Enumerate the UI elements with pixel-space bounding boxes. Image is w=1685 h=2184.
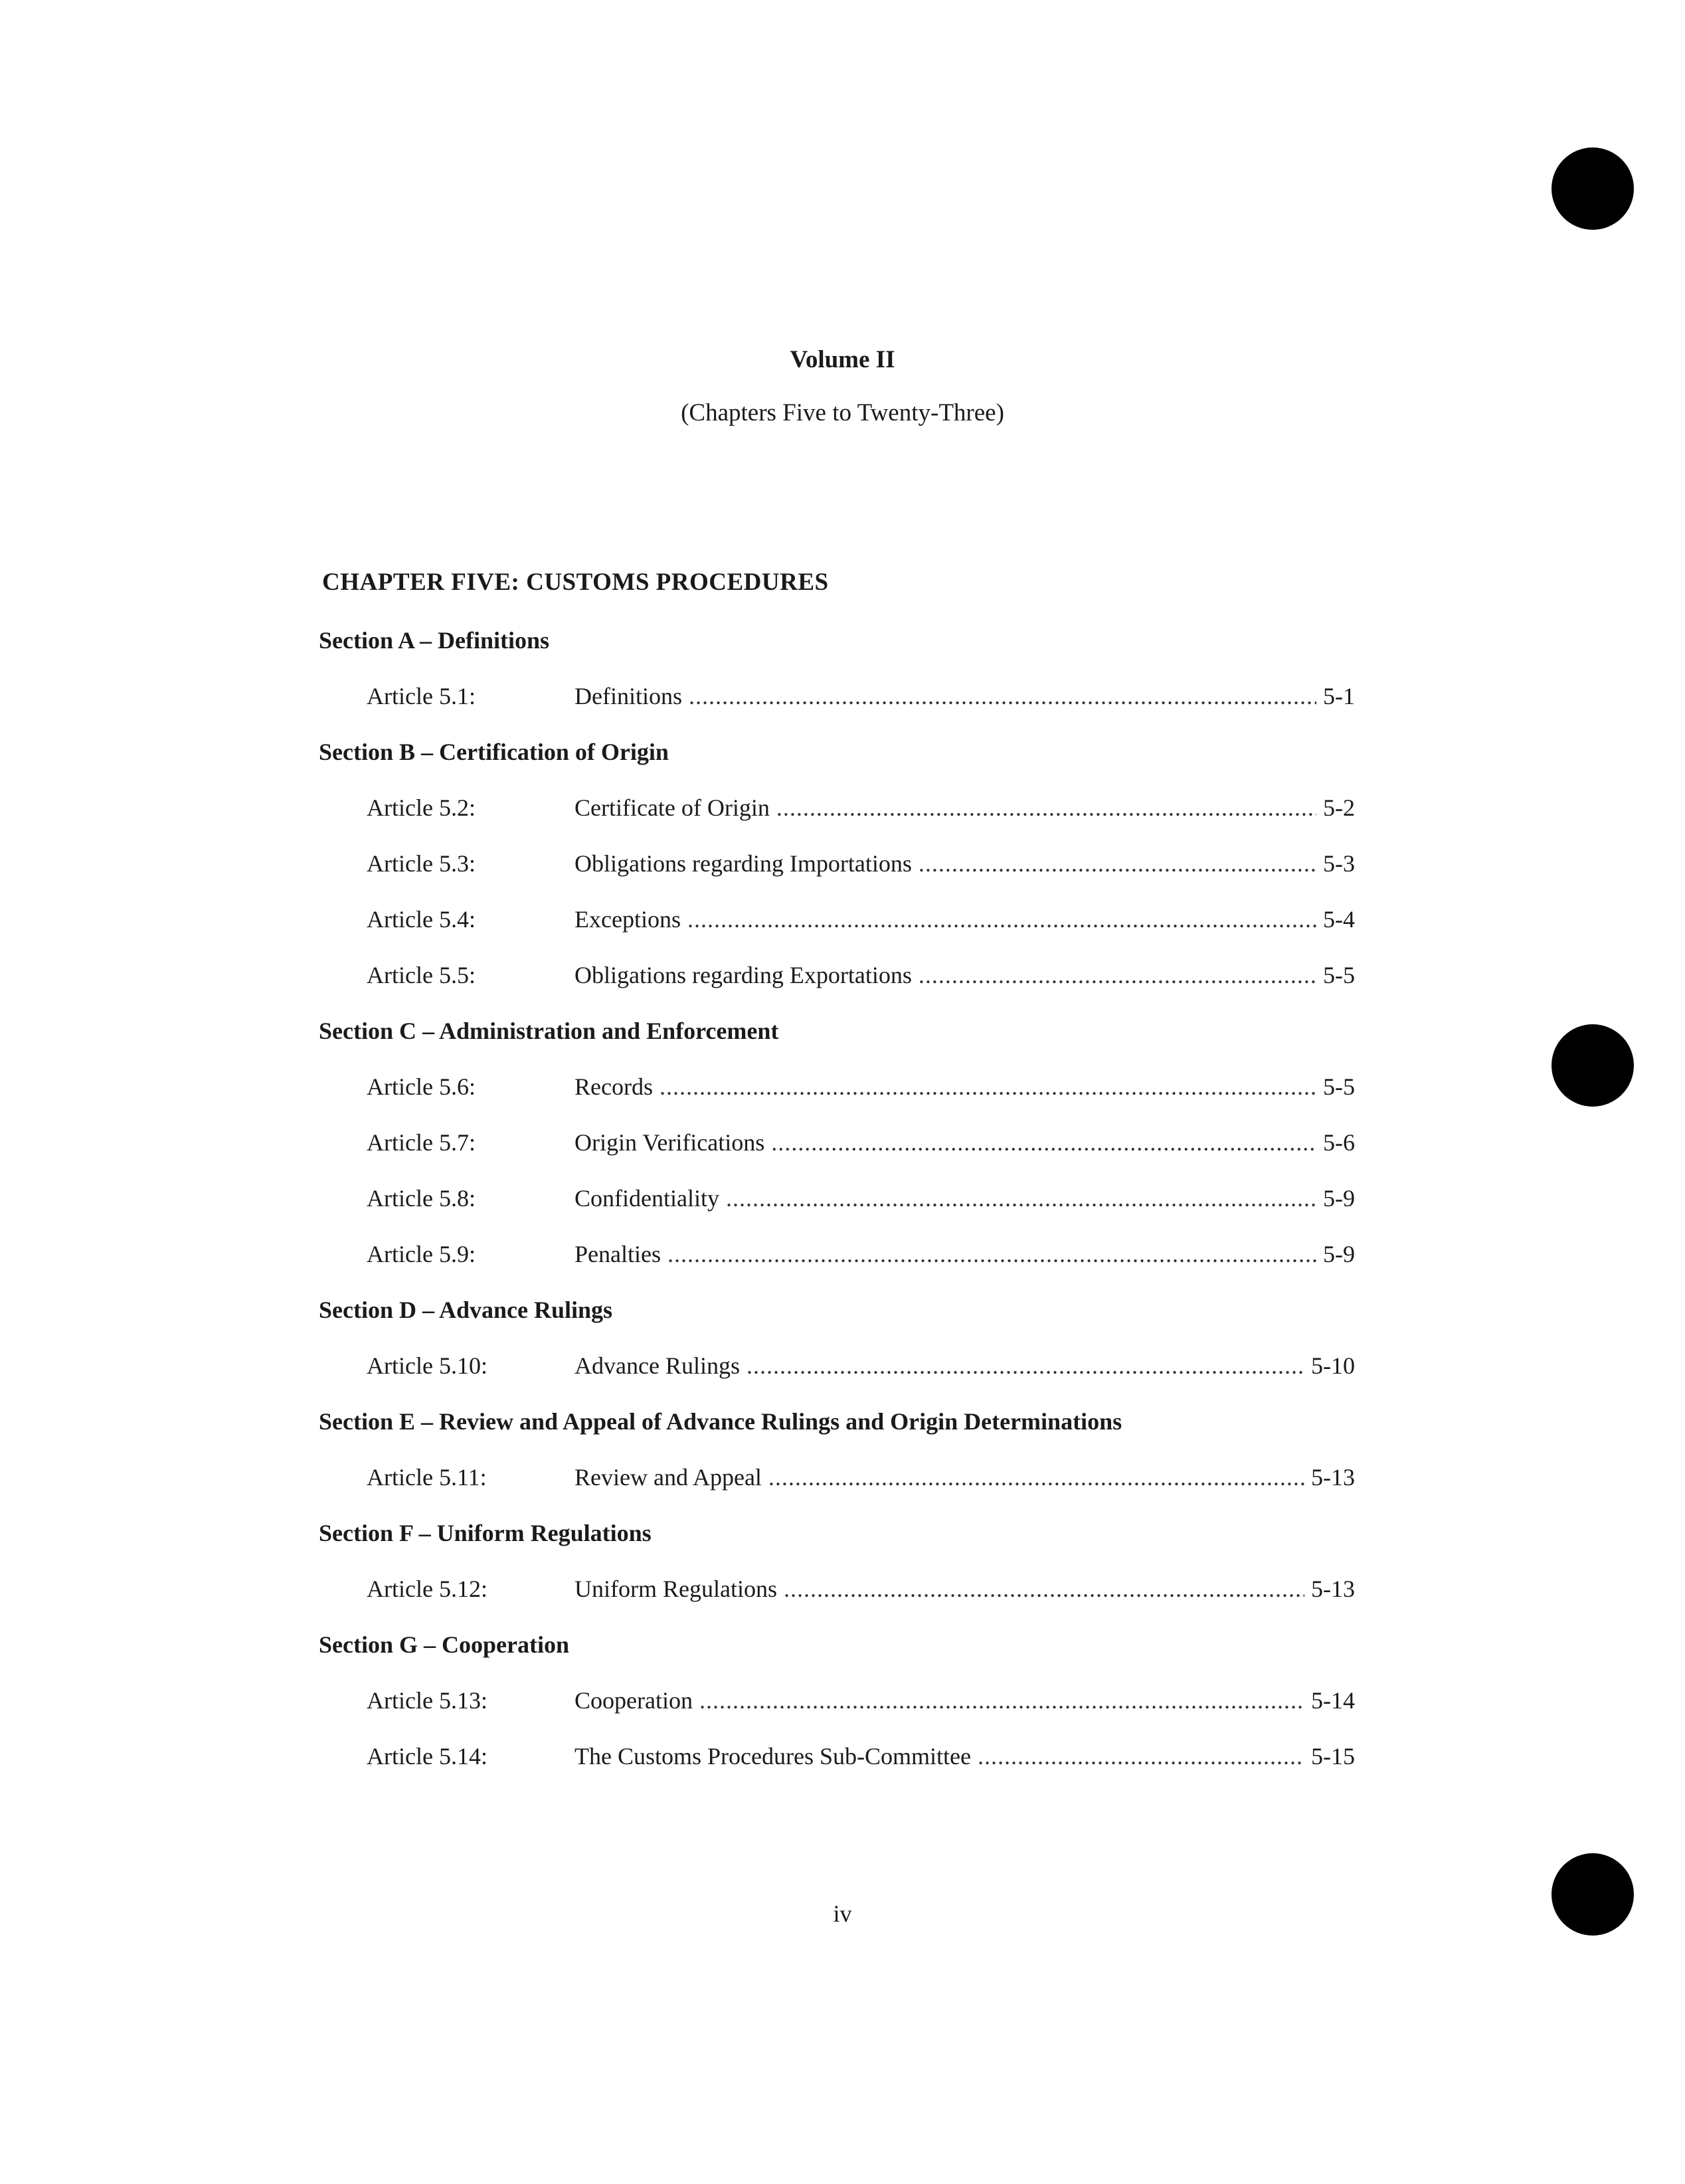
article-title: Uniform Regulations xyxy=(575,1576,777,1602)
article-title: Obligations regarding Importations xyxy=(575,850,912,877)
article-title: Origin Verifications xyxy=(575,1129,765,1156)
article-number: Article 5.2: xyxy=(367,794,476,821)
page-reference: 5-13 xyxy=(1311,1576,1355,1602)
toc-entry xyxy=(319,900,1355,956)
dot-leader xyxy=(978,1737,1304,1775)
toc-entry xyxy=(319,1346,1355,1402)
volume-title: Volume II xyxy=(790,346,895,373)
page-reference: 5-13 xyxy=(1311,1464,1355,1491)
section-heading: Section B – Certification of Origin xyxy=(319,739,669,765)
article-number: Article 5.7: xyxy=(367,1129,476,1156)
dot-leader xyxy=(747,1346,1304,1385)
page-reference: 5-14 xyxy=(1311,1687,1355,1714)
article-number: Article 5.12: xyxy=(367,1576,488,1602)
toc-entry xyxy=(319,1570,1355,1625)
dot-leader xyxy=(784,1570,1304,1608)
page-reference: 5-15 xyxy=(1311,1743,1355,1770)
section-heading: Section D – Advance Rulings xyxy=(319,1297,613,1323)
article-number: Article 5.10: xyxy=(367,1352,488,1379)
toc-entry xyxy=(319,1123,1355,1179)
toc-entry xyxy=(319,1681,1355,1737)
dot-leader xyxy=(776,788,1316,827)
dot-leader xyxy=(726,1179,1316,1218)
article-number: Article 5.5: xyxy=(367,962,476,988)
dot-leader xyxy=(771,1123,1316,1162)
article-title: Advance Rulings xyxy=(575,1352,740,1379)
toc-entry xyxy=(319,844,1355,900)
page-reference: 5-9 xyxy=(1323,1185,1355,1212)
article-title: The Customs Procedures Sub-Committee xyxy=(575,1743,971,1770)
page-reference: 5-1 xyxy=(1323,683,1355,709)
article-title: Obligations regarding Exportations xyxy=(575,962,912,988)
punch-hole-mark xyxy=(1552,1024,1634,1107)
page-reference: 5-3 xyxy=(1323,850,1355,877)
article-number: Article 5.3: xyxy=(367,850,476,877)
page-reference: 5-9 xyxy=(1323,1241,1355,1267)
section-heading: Section A – Definitions xyxy=(319,627,550,654)
article-number: Article 5.4: xyxy=(367,906,476,933)
toc-entry xyxy=(319,1235,1355,1291)
article-number: Article 5.9: xyxy=(367,1241,476,1267)
article-title: Records xyxy=(575,1073,653,1100)
article-title: Certificate of Origin xyxy=(575,794,770,821)
volume-subtitle: (Chapters Five to Twenty-Three) xyxy=(681,399,1004,426)
toc-entry xyxy=(319,1179,1355,1235)
page-reference: 5-4 xyxy=(1323,906,1355,933)
article-title: Confidentiality xyxy=(575,1185,719,1212)
article-title: Penalties xyxy=(575,1241,661,1267)
article-title: Exceptions xyxy=(575,906,681,933)
chapter-title: CHAPTER FIVE: CUSTOMS PROCEDURES xyxy=(322,569,829,596)
toc-entry xyxy=(319,956,1355,1012)
section-heading: Section F – Uniform Regulations xyxy=(319,1520,652,1546)
dot-leader xyxy=(687,900,1316,939)
page-reference: 5-5 xyxy=(1323,962,1355,988)
article-number: Article 5.14: xyxy=(367,1743,488,1770)
page-reference: 5-6 xyxy=(1323,1129,1355,1156)
article-title: Cooperation xyxy=(575,1687,693,1714)
punch-hole-mark xyxy=(1552,147,1634,230)
article-number: Article 5.6: xyxy=(367,1073,476,1100)
dot-leader xyxy=(660,1067,1316,1106)
dot-leader xyxy=(667,1235,1316,1273)
article-title: Review and Appeal xyxy=(575,1464,762,1491)
page-reference: 5-2 xyxy=(1323,794,1355,821)
table-of-contents xyxy=(319,621,1355,1793)
toc-entry xyxy=(319,677,1355,733)
article-number: Article 5.8: xyxy=(367,1185,476,1212)
page-number: iv xyxy=(833,1900,852,1927)
dot-leader xyxy=(919,956,1316,994)
section-heading: Section E – Review and Appeal of Advance Rulings and Origin Determinations xyxy=(319,1408,1122,1435)
page-reference: 5-10 xyxy=(1311,1352,1355,1379)
toc-entry xyxy=(319,1458,1355,1514)
toc-entry xyxy=(319,1067,1355,1123)
dot-leader xyxy=(699,1681,1304,1720)
section-heading: Section G – Cooperation xyxy=(319,1631,569,1658)
article-number: Article 5.13: xyxy=(367,1687,488,1714)
dot-leader xyxy=(919,844,1316,883)
article-number: Article 5.1: xyxy=(367,683,476,709)
dot-leader xyxy=(689,677,1316,715)
toc-entry xyxy=(319,788,1355,844)
article-number: Article 5.11: xyxy=(367,1464,487,1491)
section-heading: Section C – Administration and Enforcement xyxy=(319,1018,779,1044)
page-reference: 5-5 xyxy=(1323,1073,1355,1100)
toc-entry xyxy=(319,1737,1355,1793)
dot-leader xyxy=(768,1458,1304,1497)
article-title: Definitions xyxy=(575,683,682,709)
